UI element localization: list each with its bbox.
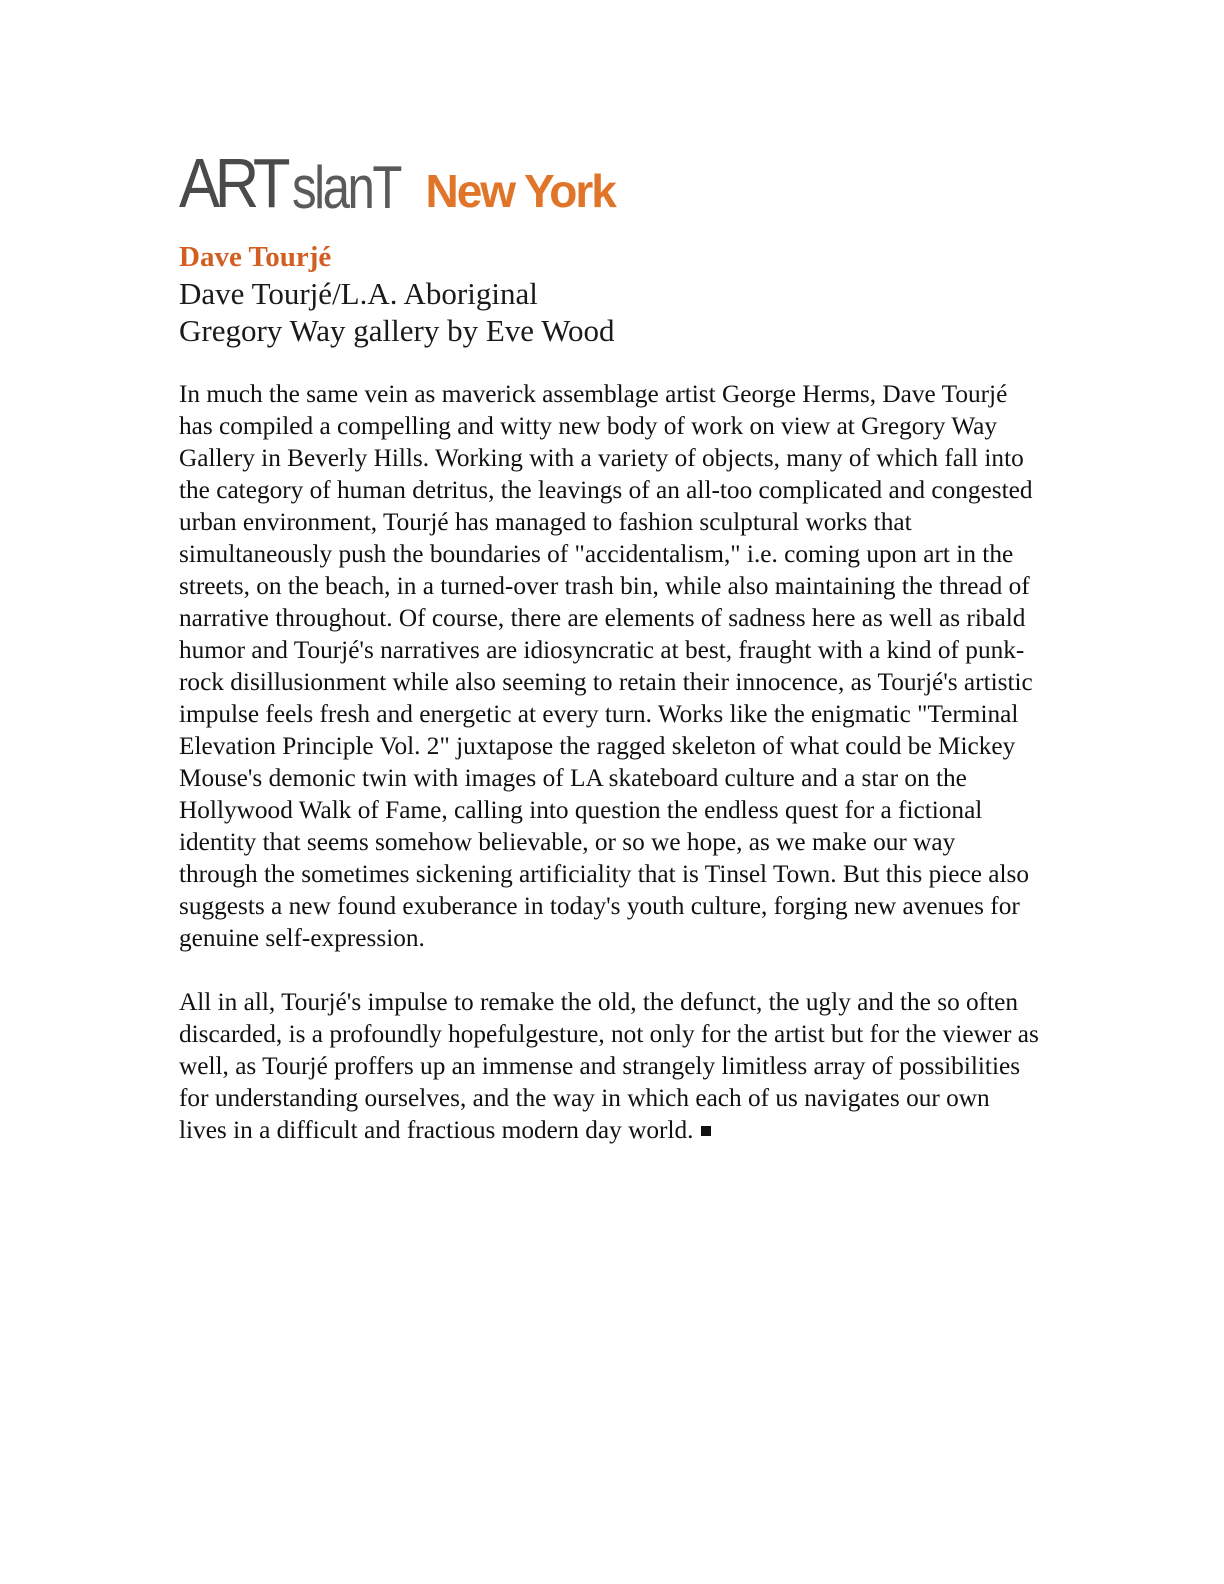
logo-city-text: New York xyxy=(425,165,615,217)
article-body xyxy=(179,378,1039,1146)
logo-slant-text: slanT xyxy=(291,154,400,221)
logo-art-text: ART xyxy=(179,144,286,222)
article-header xyxy=(179,239,1039,349)
end-of-article-square-icon xyxy=(701,1126,711,1136)
artist-name: Dave Tourjé xyxy=(179,241,332,273)
gallery-byline: Gregory Way gallery by Eve Wood xyxy=(179,313,615,348)
article-page xyxy=(179,140,1039,1178)
article-paragraph-2 xyxy=(179,986,1039,1146)
exhibition-title: Dave Tourjé/L.A. Aboriginal xyxy=(179,276,538,311)
artslant-logo xyxy=(179,140,1039,222)
article-paragraph-1: In much the same vein as maverick assemblage artist George Herms, Dave Tourjé has compiled a compelling and witty new body of work on view at Gregory Way Gallery in Beverly Hills. Working with a variety of objects, many of which fall into the category of human detritus, the leavings of an all-too complicated and congested urban environment, Tourjé has managed to fashion sculptural works that simultaneously push the boundaries of "accidentalism," i.e. coming upon art in the streets, on the beach, in a turned-over trash bin, while also maintaining the thread of narrative throughout. Of course, there are elements of sadness here as well as ribald humor and Tourjé's narratives are idiosyncratic at best, fraught with a kind of punk-rock disillusionment while also seeming to retain their innocence, as Tourjé's artistic impulse feels fresh and energetic at every turn. Works like the enigmatic "Terminal Elevation Principle Vol. 2" juxtapose the ragged skeleton of what could be Mickey Mouse's demonic twin with images of LA skateboard culture and a star on the Hollywood Walk of Fame, calling into question the endless quest for a fictional identity that seems somehow believable, or so we hope, as we make our way through the sometimes sickening artificiality that is Tinsel Town. But this piece also suggests a new found exuberance in today's youth culture, forging new avenues for genuine self-expression. xyxy=(179,380,1033,952)
article-paragraph-2-text: All in all, Tourjé's impulse to remake the old, the defunct, the ugly and the so often discarded, is a profoundly hopefulgesture, not only for the artist but for the viewer as well, as Tourjé proffers up an immense and strangely limitless array of possibilities for understanding ourselves, and the way in which each of us navigates our own lives in a difficult and fractious modern day world. xyxy=(179,988,1039,1144)
